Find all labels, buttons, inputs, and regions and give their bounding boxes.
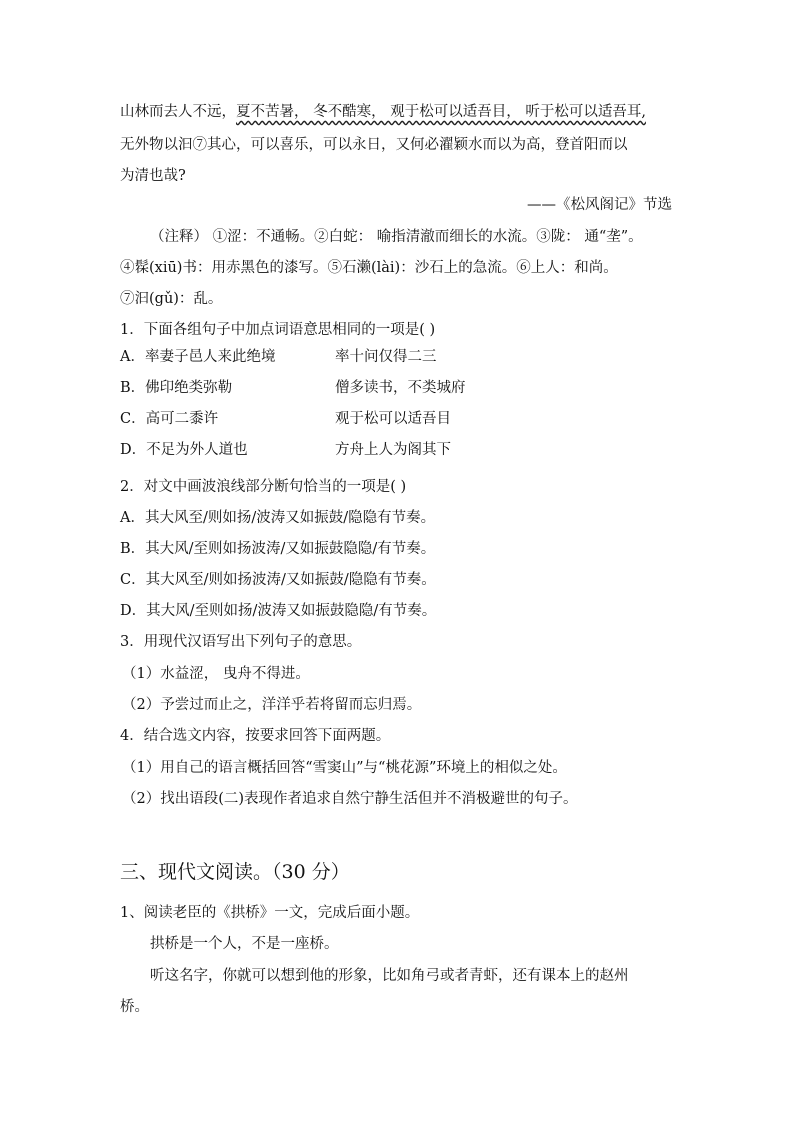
section-3-paragraph-2-line-1: 听这名字，你就可以想到他的形象，比如角弓或者青虾，还有课本上的赵州: [150, 968, 629, 984]
q2-stem: 2．对文中画波浪线部分断句恰当的一项是( ): [120, 479, 407, 495]
q1-option-c: [120, 409, 451, 429]
q1-option-c-right: 观于松可以适吾目: [335, 411, 451, 427]
section-3-title: 三、现代文阅读。（30 分）: [120, 861, 350, 883]
q1-option-d-right: 方舟上人为阁其下: [335, 442, 451, 458]
q3-item-2: （2）予尝过而止之，洋洋乎若将留而忘归焉。: [122, 697, 422, 713]
q1-option-a: [120, 347, 437, 367]
passage-line-3: 为清也哉?: [120, 168, 186, 184]
q1-option-b-left: B．佛印绝类弥勒: [120, 380, 233, 396]
q2-option-c: C．其大风至/则如扬波涛/又如振鼓/隐隐有节奏。: [120, 572, 436, 588]
q1-stem: 1．下面各组句子中加点词语意思相同的一项是( ): [120, 322, 436, 338]
q2-option-a: A．其大风至/则如扬/波涛又如振鼓/隐隐有节奏。: [120, 510, 436, 526]
q1-option-d: [120, 440, 451, 460]
section-3-paragraph-1: 拱桥是一个人，不是一座桥。: [150, 936, 339, 952]
q1-option-a-left: A．率妻子邑人来此绝境: [120, 349, 276, 365]
q1-option-a-right: 率十问仅得二三: [335, 349, 437, 365]
q4-stem: 4．结合选文内容，按要求回答下面两题。: [120, 728, 391, 744]
q2-option-b: B．其大风/至则如扬波涛/又如振鼓隐隐/有节奏。: [120, 541, 436, 557]
passage-line-1: [120, 102, 646, 122]
passage-line-2: 无外物以汩⑦其心，可以喜乐，可以永日，又何必濯颖水而以为高，登首阳而以: [120, 137, 628, 153]
q3-stem: 3．用现代汉语写出下列句子的意思。: [120, 634, 362, 650]
passage-line-1-plain: 山林而去人不远，: [120, 104, 236, 120]
q1-option-b: [120, 378, 466, 398]
q3-item-1: （1）水益涩， 曳舟不得进。: [122, 666, 310, 682]
notes-line-1: （注释） ①涩：不通畅。②白蛇： 喻指清澈而细长的水流。③陇： 通“垄”。: [150, 229, 643, 245]
passage-source: ——《松风阁记》节选: [527, 197, 672, 213]
q4-item-2: （2）找出语段(二)表现作者追求自然宁静生活但并不消极避世的句子。: [122, 791, 578, 807]
notes-line-3: ⑦汩(gǔ)：乱。: [120, 291, 223, 307]
q1-option-b-right: 僧多读书，不类城府: [335, 380, 466, 396]
section-3-question: 1、阅读老臣的《拱桥》一文，完成后面小题。: [120, 905, 420, 921]
q2-option-d: D．其大风/至则如扬/波涛又如振鼓隐隐/有节奏。: [120, 603, 437, 619]
passage-line-1-wavy: 夏不苦暑， 冬不酷寒， 观于松可以适吾目， 听于松可以适吾耳,: [236, 104, 646, 120]
notes-line-2: ④髹(xiū)书：用赤黑色的漆写。⑤石濑(lài)：沙石上的急流。⑥上人：和尚。: [120, 260, 618, 276]
q1-option-c-left: C．高可二黍许: [120, 411, 219, 427]
section-3-paragraph-2-line-2: 桥。: [120, 999, 149, 1015]
q1-option-d-left: D．不足为外人道也: [120, 442, 248, 458]
q4-item-1: （1）用自己的语言概括回答“雪窦山”与“桃花源”环境上的相似之处。: [122, 760, 567, 776]
